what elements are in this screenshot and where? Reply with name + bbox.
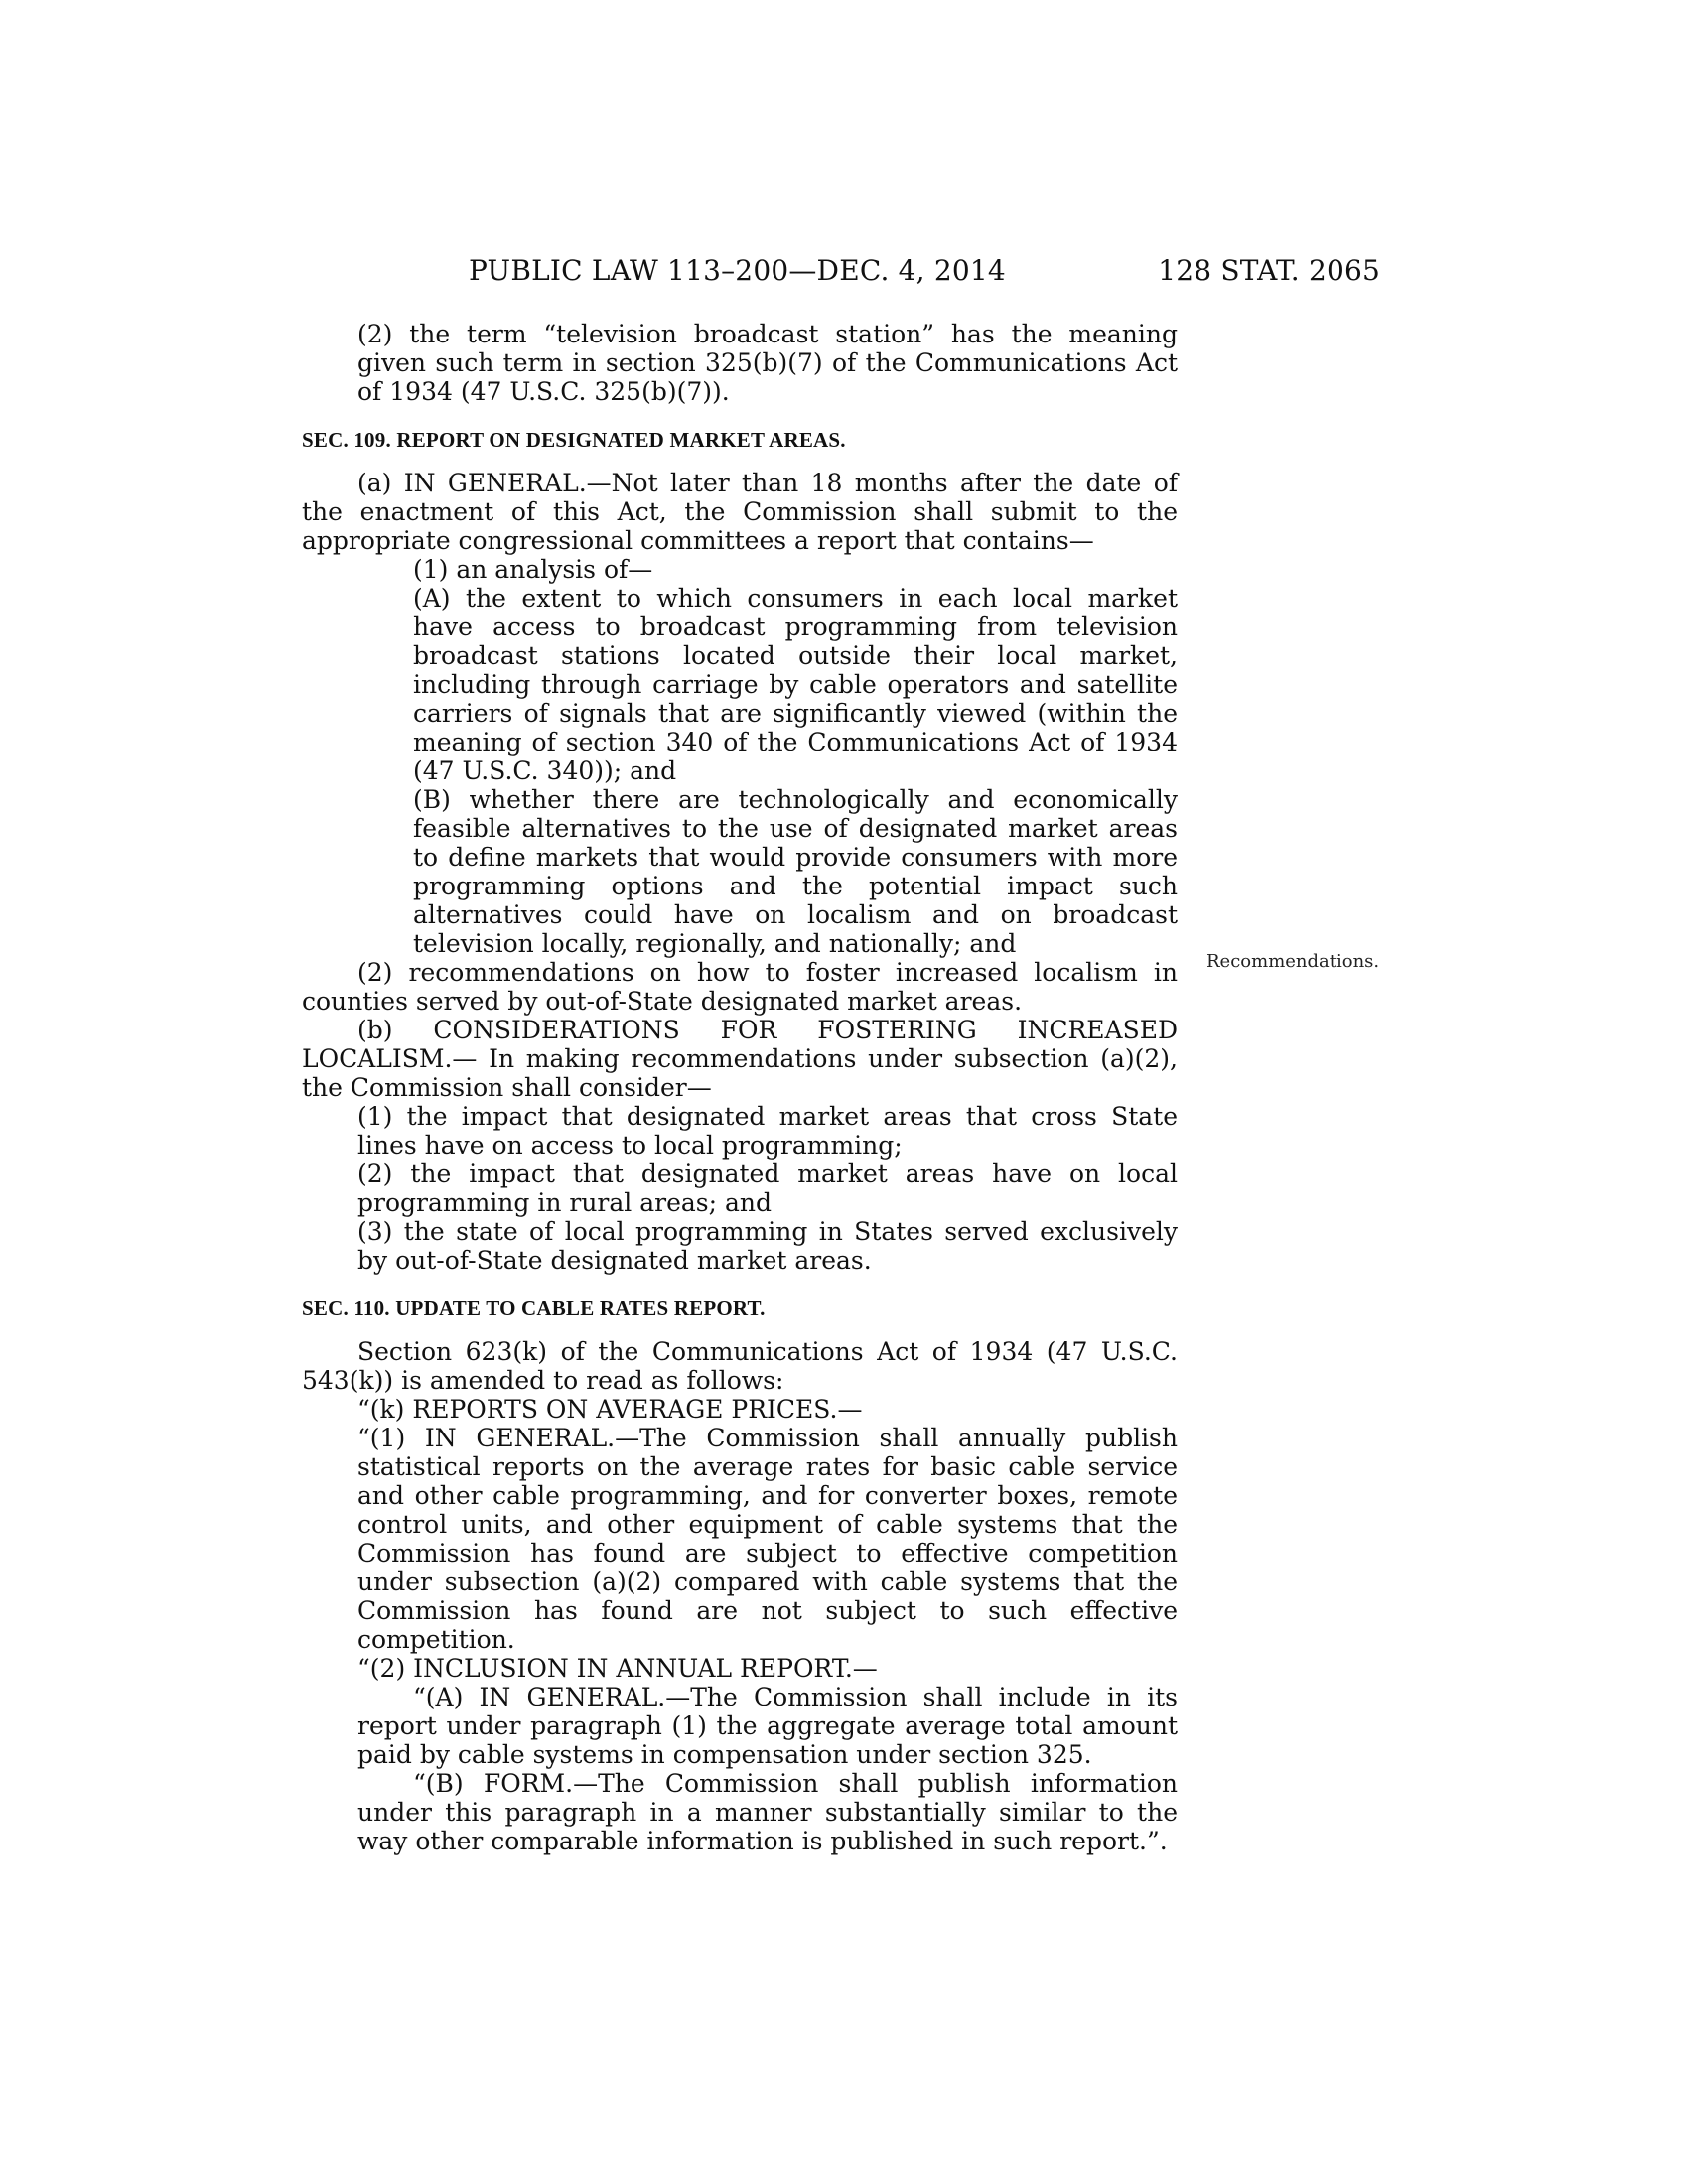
margin-note: Recommendations. bbox=[1206, 951, 1380, 972]
paragraph-b-1: (1) the impact that designated market areas that cross State lines have on access to local programming; bbox=[357, 1102, 1178, 1160]
quoted-subsection-k: “(k) REPORTS ON AVERAGE PRICES.— bbox=[357, 1395, 863, 1424]
statute-page-number: 128 STAT. 2065 bbox=[1158, 254, 1380, 287]
paragraph-a-1: (1) an analysis of— bbox=[413, 555, 653, 584]
quoted-paragraph-1: “(1) IN GENERAL.—The Commission shall annually publish statistical reports on the average rates for basic cable service and other cable programming, and for converter boxes, remote control units, and other equipment of cable systems that the Commission has found are subject to effective competition under subsection (a)(2) compared with cable systems that the Commission has found are not subject to such effective competition. bbox=[357, 1424, 1178, 1654]
paragraph-a-2: (2) recommendations on how to foster increased localism in counties served by out-of-State designated market areas. bbox=[302, 958, 1178, 1016]
amendatory-instruction: Section 623(k) of the Communications Act of 1934 (47 U.S.C. 543(k)) is amended to read as follows: bbox=[302, 1337, 1178, 1395]
paragraph-b-2: (2) the impact that designated market areas have on local programming in rural areas; and bbox=[357, 1160, 1178, 1217]
quoted-subparagraph-A: “(A) IN GENERAL.—The Commission shall include in its report under paragraph (1) the aggregate average total amount paid by cable systems in compensation under section 325. bbox=[357, 1683, 1178, 1769]
paragraph-definition-2: (2) the term “television broadcast station” has the meaning given such term in section 325(b)(7) of the Communications Act of 1934 (47 U.S.C. 325(b)(7)). bbox=[357, 320, 1178, 406]
section-heading-110: SEC. 110. UPDATE TO CABLE RATES REPORT. bbox=[302, 1297, 766, 1320]
running-head: PUBLIC LAW 113–200—DEC. 4, 2014 bbox=[469, 254, 1006, 287]
subparagraph-a-1-B: (B) whether there are technologically and economically feasible alternatives to the use of designated market areas to define markets that would provide consumers with more programming options and the potential impact such alternatives could have on localism and on broadcast television locally, regionally, and nationally; and bbox=[413, 785, 1178, 958]
paragraph-b-3: (3) the state of local programming in States served exclusively by out-of-State designated market areas. bbox=[357, 1217, 1178, 1275]
subsection-a: (a) IN GENERAL.—Not later than 18 months after the date of the enactment of this Act, the Commission shall submit to the appropriate congressional committees a report that contains— bbox=[302, 469, 1178, 555]
subparagraph-a-1-A: (A) the extent to which consumers in each local market have access to broadcast programming from television broadcast stations located outside their local market, including through carriage by cable operators and satellite carriers of signals that are significantly viewed (within the meaning of section 340 of the Communications Act of 1934 (47 U.S.C. 340)); and bbox=[413, 584, 1178, 785]
statute-body bbox=[302, 320, 1178, 1855]
subsection-b: (b) CONSIDERATIONS FOR FOSTERING INCREASED LOCALISM.— In making recommendations under subsection (a)(2), the Commission shall consider— bbox=[302, 1016, 1178, 1102]
section-heading-109: SEC. 109. REPORT ON DESIGNATED MARKET AREAS. bbox=[302, 428, 846, 452]
quoted-paragraph-2: “(2) INCLUSION IN ANNUAL REPORT.— bbox=[357, 1654, 878, 1683]
quoted-subparagraph-B: “(B) FORM.—The Commission shall publish information under this paragraph in a manner substantially similar to the way other comparable information is published in such report.”. bbox=[357, 1769, 1178, 1855]
page-header bbox=[298, 254, 1380, 294]
